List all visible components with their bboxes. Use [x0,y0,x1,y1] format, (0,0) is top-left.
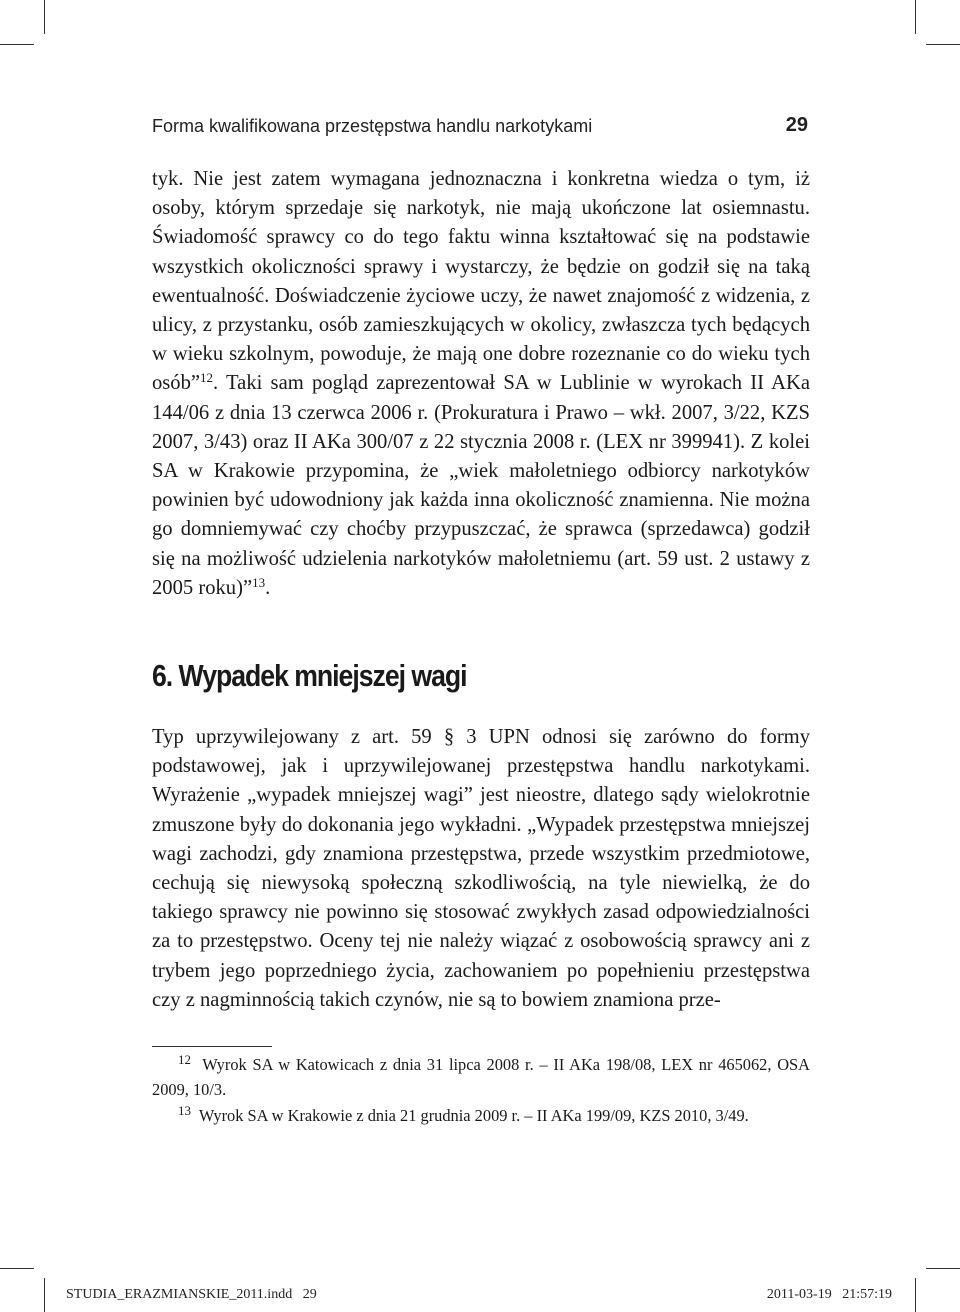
page-number: 29 [785,114,808,136]
footnote-marker: 13 [178,1103,191,1119]
print-slug-timestamp: 2011-03-19 21:57:19 [766,1287,892,1302]
paragraph-text [152,165,810,603]
crop-mark-top-left [44,0,45,34]
footnote-reference-12[interactable]: 12 [200,370,214,386]
footnote-text: Wyrok SA w Krakowie z dnia 21 grudnia 2009 r. – II AKa 199/09, KZS 2010, 3/49. [198,1106,749,1126]
crop-mark-top-left-h [0,44,34,45]
print-slug-filename: STUDIA_ERAZMIANSKIE_2011.indd 29 [66,1287,317,1302]
footnote-12 [152,1053,810,1102]
running-title: Forma kwalifikowana przestępstwa handlu narkotykami [152,116,593,136]
page-header [152,114,810,142]
footnotes [152,1053,810,1131]
body-paragraph-2 [152,723,810,1015]
crop-mark-top-right [915,0,916,34]
crop-mark-bottom-left-h [0,1268,34,1269]
crop-mark-top-right-h [926,44,960,45]
body-paragraph-1 [152,165,810,603]
paragraph-text-part: . [265,576,271,599]
paragraph-text-part: tyk. Nie jest zatem wymagana jednoznaczna i konkretna wiedza o tym, iż osoby, którym sprzedaje się narkotyk, nie mają ukończone lat osiemnastu. Świadomość sprawcy co do tego faktu winna kształtować się na podstawie wszystkich okoliczności sprawy i wystarczy, że będzie on godził się na taką ewentualność. Doświadczenie życiowe uczy, że nawet znajomość z widzenia, z ulicy, z przystanku, osób zamieszkujących w okolicy, zwłaszcza tych będących w wieku szkolnym, powoduje, że mają one dobre rozeznanie co do wieku tych osób” [152,168,810,395]
footnote-marker: 12 [178,1052,191,1067]
footnote-reference-13[interactable]: 13 [252,574,266,590]
section-heading: 6. Wypadek mniejszej wagi [152,658,467,693]
paragraph-text-part: . Taki sam pogląd zaprezentował SA w Lublinie w wyrokach II AKa 144/06 z dnia 13 czerwca 2006 r. (Prokuratura i Prawo – wkł. 2007, 3/22, KZS 2007, 3/43) oraz II AKa 300/07 z 22 stycznia 2008 r. (LEX nr 399941). Z kolei SA w Krakowie przypomina, że „wiek małoletniego odbiorcy narkotyków powinien być udowodniony jak każda inna okoliczność znamienna. Nie można go domniemywać czy choćby przypuszczać, że sprawca (sprzedawca) godził się na możliwość udzielenia narkotyków małoletniemu (art. 59 ust. 2 ustawy z 2005 roku)” [152,372,810,599]
crop-mark-bottom-left [44,1278,45,1312]
crop-mark-bottom-right [915,1278,916,1312]
crop-mark-bottom-right-h [926,1268,960,1269]
paragraph-text: Typ uprzywilejowany z art. 59 § 3 UPN odnosi się zarówno do formy podstawowej, jak i uprzywilejowanej przestępstwa handlu narkotykami. Wyrażenie „wypadek mniejszej wagi” jest nieostre, dlatego sądy wielokrotnie zmuszone były do dokonania jego wykładni. „Wypadek przestępstwa mniejszej wagi zachodzi, gdy znamiona przestępstwa, przede wszystkim przedmiotowe, cechują się niewysoką społeczną szkodliwością, na tyle niewielką, że do takiego sprawcy nie powinno się stosować zwykłych zasad odpowiedzialności za to przestępstwo. Oceny tej nie należy wiązać z osobowością sprawcy ani z trybem jego poprzedniego życia, zachowaniem po popełnieniu przestępstwa czy z nagminnością takich czynów, nie są to bowiem znamiona prze- [152,726,810,1011]
footnote-separator [152,1046,272,1047]
footnote-13 [152,1104,810,1129]
footnote-text: Wyrok SA w Katowicach z dnia 31 lipca 2008 r. – II AKa 198/08, LEX nr 465062, OSA 2009, 10/3. [152,1055,810,1099]
